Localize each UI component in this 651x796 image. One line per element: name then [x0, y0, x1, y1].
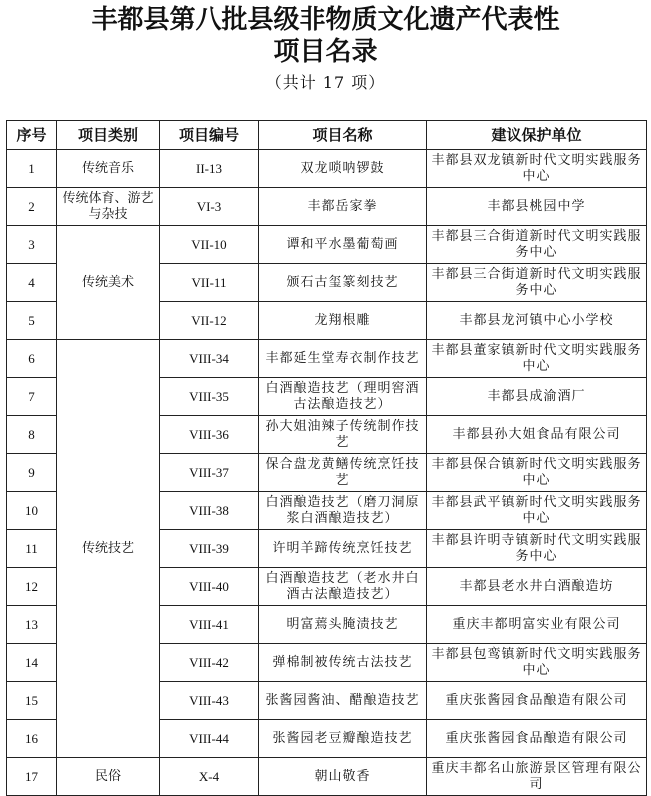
row-name: 白酒酿造技艺（理明窖酒古法酿造技艺） [259, 378, 427, 416]
row-no: 4 [7, 264, 57, 302]
row-no: 10 [7, 492, 57, 530]
table-header-row [7, 121, 647, 150]
row-unit: 丰都县董家镇新时代文明实践服务中心 [427, 340, 647, 378]
row-name: 保合盘龙黄鳝传统烹饪技艺 [259, 454, 427, 492]
row-unit: 丰都县武平镇新时代文明实践服务中心 [427, 492, 647, 530]
category-cell: 传统音乐 [57, 150, 160, 188]
row-name: 龙翔根雕 [259, 302, 427, 340]
row-no: 6 [7, 340, 57, 378]
row-code: VIII-36 [160, 416, 259, 454]
table-row [7, 226, 647, 264]
row-name: 白酒酿造技艺（磨刀洞原浆白酒酿造技艺） [259, 492, 427, 530]
row-unit: 重庆张酱园食品酿造有限公司 [427, 720, 647, 758]
row-unit: 丰都县三合街道新时代文明实践服务中心 [427, 264, 647, 302]
row-no: 8 [7, 416, 57, 454]
row-code: VIII-40 [160, 568, 259, 606]
row-name: 朝山敬香 [259, 758, 427, 796]
row-code: VII-10 [160, 226, 259, 264]
row-code: VII-12 [160, 302, 259, 340]
header-unit: 建议保护单位 [427, 121, 647, 150]
row-code: VIII-43 [160, 682, 259, 720]
row-no: 7 [7, 378, 57, 416]
row-unit: 重庆张酱园食品酿造有限公司 [427, 682, 647, 720]
row-unit: 丰都县孙大姐食品有限公司 [427, 416, 647, 454]
row-unit: 丰都县双龙镇新时代文明实践服务中心 [427, 150, 647, 188]
row-unit: 丰都县许明寺镇新时代文明实践服务中心 [427, 530, 647, 568]
category-cell: 传统技艺 [57, 340, 160, 758]
table-row [7, 188, 647, 226]
row-unit: 重庆丰都明富实业有限公司 [427, 606, 647, 644]
row-unit: 丰都县龙河镇中心小学校 [427, 302, 647, 340]
row-no: 1 [7, 150, 57, 188]
row-name: 颁石古玺篆刻技艺 [259, 264, 427, 302]
header-code: 项目编号 [160, 121, 259, 150]
row-unit: 重庆丰都名山旅游景区管理有限公司 [427, 758, 647, 796]
row-no: 9 [7, 454, 57, 492]
row-code: VII-11 [160, 264, 259, 302]
row-name: 双龙唢呐锣鼓 [259, 150, 427, 188]
row-code: VIII-42 [160, 644, 259, 682]
row-code: VIII-41 [160, 606, 259, 644]
row-unit: 丰都县桃园中学 [427, 188, 647, 226]
row-name: 张酱园老豆瓣酿造技艺 [259, 720, 427, 758]
row-no: 14 [7, 644, 57, 682]
row-code: VI-3 [160, 188, 259, 226]
category-cell: 民俗 [57, 758, 160, 796]
row-unit: 丰都县包鸾镇新时代文明实践服务中心 [427, 644, 647, 682]
header-no: 序号 [7, 121, 57, 150]
row-no: 11 [7, 530, 57, 568]
row-name: 孙大姐油辣子传统制作技艺 [259, 416, 427, 454]
row-code: X-4 [160, 758, 259, 796]
row-name: 张酱园酱油、醋酿造技艺 [259, 682, 427, 720]
row-code: VIII-35 [160, 378, 259, 416]
row-no: 15 [7, 682, 57, 720]
table-row [7, 150, 647, 188]
row-no: 3 [7, 226, 57, 264]
row-name: 弹棉制被传统古法技艺 [259, 644, 427, 682]
table-row [7, 758, 647, 796]
row-code: VIII-44 [160, 720, 259, 758]
row-unit: 丰都县老水井白酒酿造坊 [427, 568, 647, 606]
row-code: VIII-34 [160, 340, 259, 378]
row-code: II-13 [160, 150, 259, 188]
document-title-line1: 丰都县第八批县级非物质文化遗产代表性 [91, 5, 560, 35]
header-name: 项目名称 [259, 121, 427, 150]
heritage-list-table [6, 120, 647, 796]
row-name: 许明羊蹄传统烹饪技艺 [259, 530, 427, 568]
row-no: 2 [7, 188, 57, 226]
category-cell: 传统美术 [57, 226, 160, 340]
category-cell: 传统体育、游艺与杂技 [57, 188, 160, 226]
row-unit: 丰都县成渝酒厂 [427, 378, 647, 416]
header-category: 项目类别 [57, 121, 160, 150]
row-no: 5 [7, 302, 57, 340]
row-code: VIII-38 [160, 492, 259, 530]
row-code: VIII-37 [160, 454, 259, 492]
row-name: 丰都岳家拳 [259, 188, 427, 226]
row-no: 13 [7, 606, 57, 644]
row-name: 谭和平水墨葡萄画 [259, 226, 427, 264]
row-no: 17 [7, 758, 57, 796]
row-no: 12 [7, 568, 57, 606]
row-code: VIII-39 [160, 530, 259, 568]
item-count: （共计 17 项） [265, 73, 386, 92]
row-unit: 丰都县保合镇新时代文明实践服务中心 [427, 454, 647, 492]
row-no: 16 [7, 720, 57, 758]
row-name: 白酒酿造技艺（老水井白酒古法酿造技艺） [259, 568, 427, 606]
row-name: 明富蔫头腌渍技艺 [259, 606, 427, 644]
row-name: 丰都延生堂寿衣制作技艺 [259, 340, 427, 378]
table-row [7, 340, 647, 378]
row-unit: 丰都县三合街道新时代文明实践服务中心 [427, 226, 647, 264]
document-title-line2: 项目名录 [273, 37, 378, 67]
